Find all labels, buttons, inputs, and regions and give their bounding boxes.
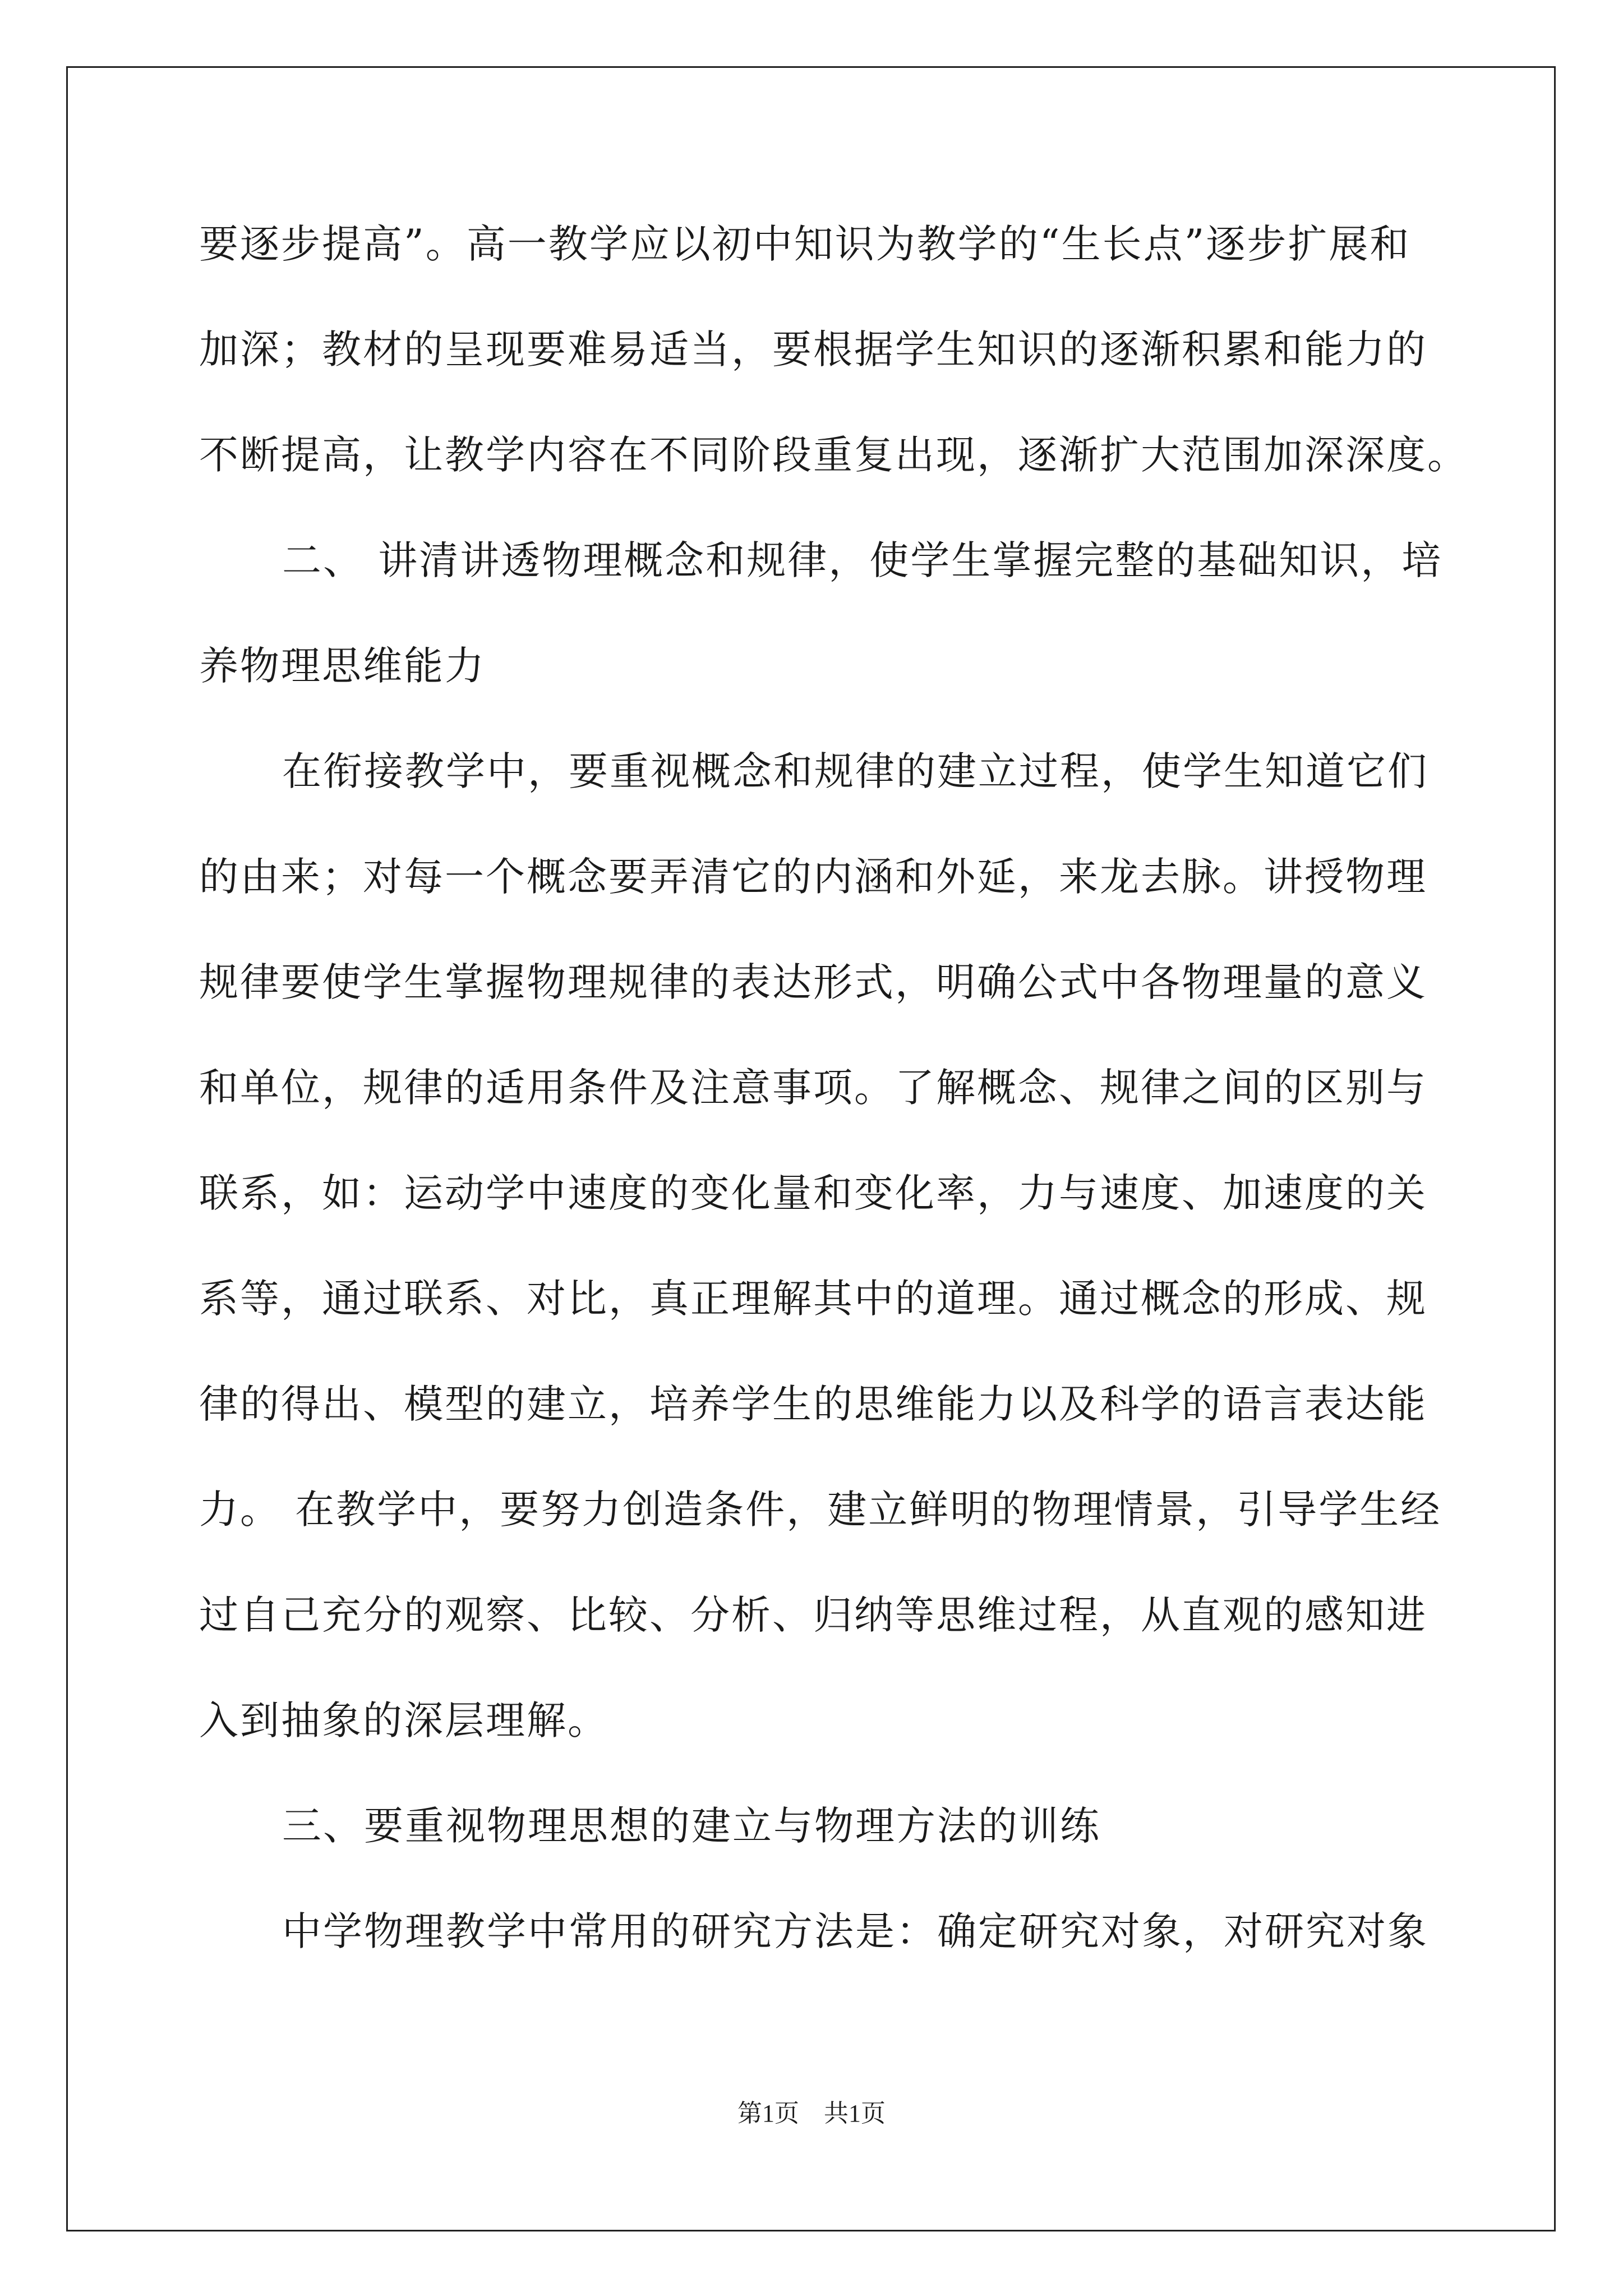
text-line: 要逐步提高”。高一教学应以初中知识为教学的“生长点”逐步扩展和 <box>199 221 1411 267</box>
paragraph-start: 中学物理教学中常用的研究方法是：确定研究对象，对研究对象 <box>282 1908 1428 1954</box>
section-heading-2: 二、 讲清讲透物理概念和规律，使学生掌握完整的基础知识，培 <box>282 537 1443 583</box>
page-footer <box>0 2097 1623 2131</box>
text-line: 律的得出、模型的建立，培养学生的思维能力以及科学的语言表达能 <box>199 1381 1427 1427</box>
text-line: 过自己充分的观察、比较、分析、归纳等思维过程，从直观的感知进 <box>199 1592 1427 1638</box>
text-line: 入到抽象的深层理解。 <box>199 1697 608 1743</box>
text-line: 的由来；对每一个概念要弄清它的内涵和外延，来龙去脉。讲授物理 <box>199 854 1427 900</box>
text-line: 不断提高，让教学内容在不同阶段重复出现，逐渐扩大范围加深深度。 <box>199 432 1468 478</box>
paragraph-start: 在衔接教学中，要重视概念和规律的建立过程，使学生知道它们 <box>282 748 1428 794</box>
text-line: 加深；教材的呈现要难易适当，要根据学生知识的逐渐积累和能力的 <box>199 326 1427 372</box>
text-line: 联系，如：运动学中速度的变化量和变化率，力与速度、加速度的关 <box>199 1170 1427 1216</box>
page-number-label: 第1页 共1页 <box>737 2100 886 2127</box>
document-body <box>199 210 1468 2003</box>
text-line: 规律要使学生掌握物理规律的表达形式，明确公式中各物理量的意义 <box>199 959 1427 1005</box>
section-heading-3: 三、要重视物理思想的建立与物理方法的训练 <box>282 1803 1101 1849</box>
text-line: 和单位，规律的适用条件及注意事项。了解概念、规律之间的区别与 <box>199 1065 1427 1111</box>
text-line: 力。 在教学中，要努力创造条件，建立鲜明的物理情景，引导学生经 <box>199 1487 1442 1533</box>
text-line: 系等，通过联系、对比，真正理解其中的道理。通过概念的形成、规 <box>199 1276 1427 1322</box>
section-heading-2-continued: 养物理思维能力 <box>199 643 486 689</box>
